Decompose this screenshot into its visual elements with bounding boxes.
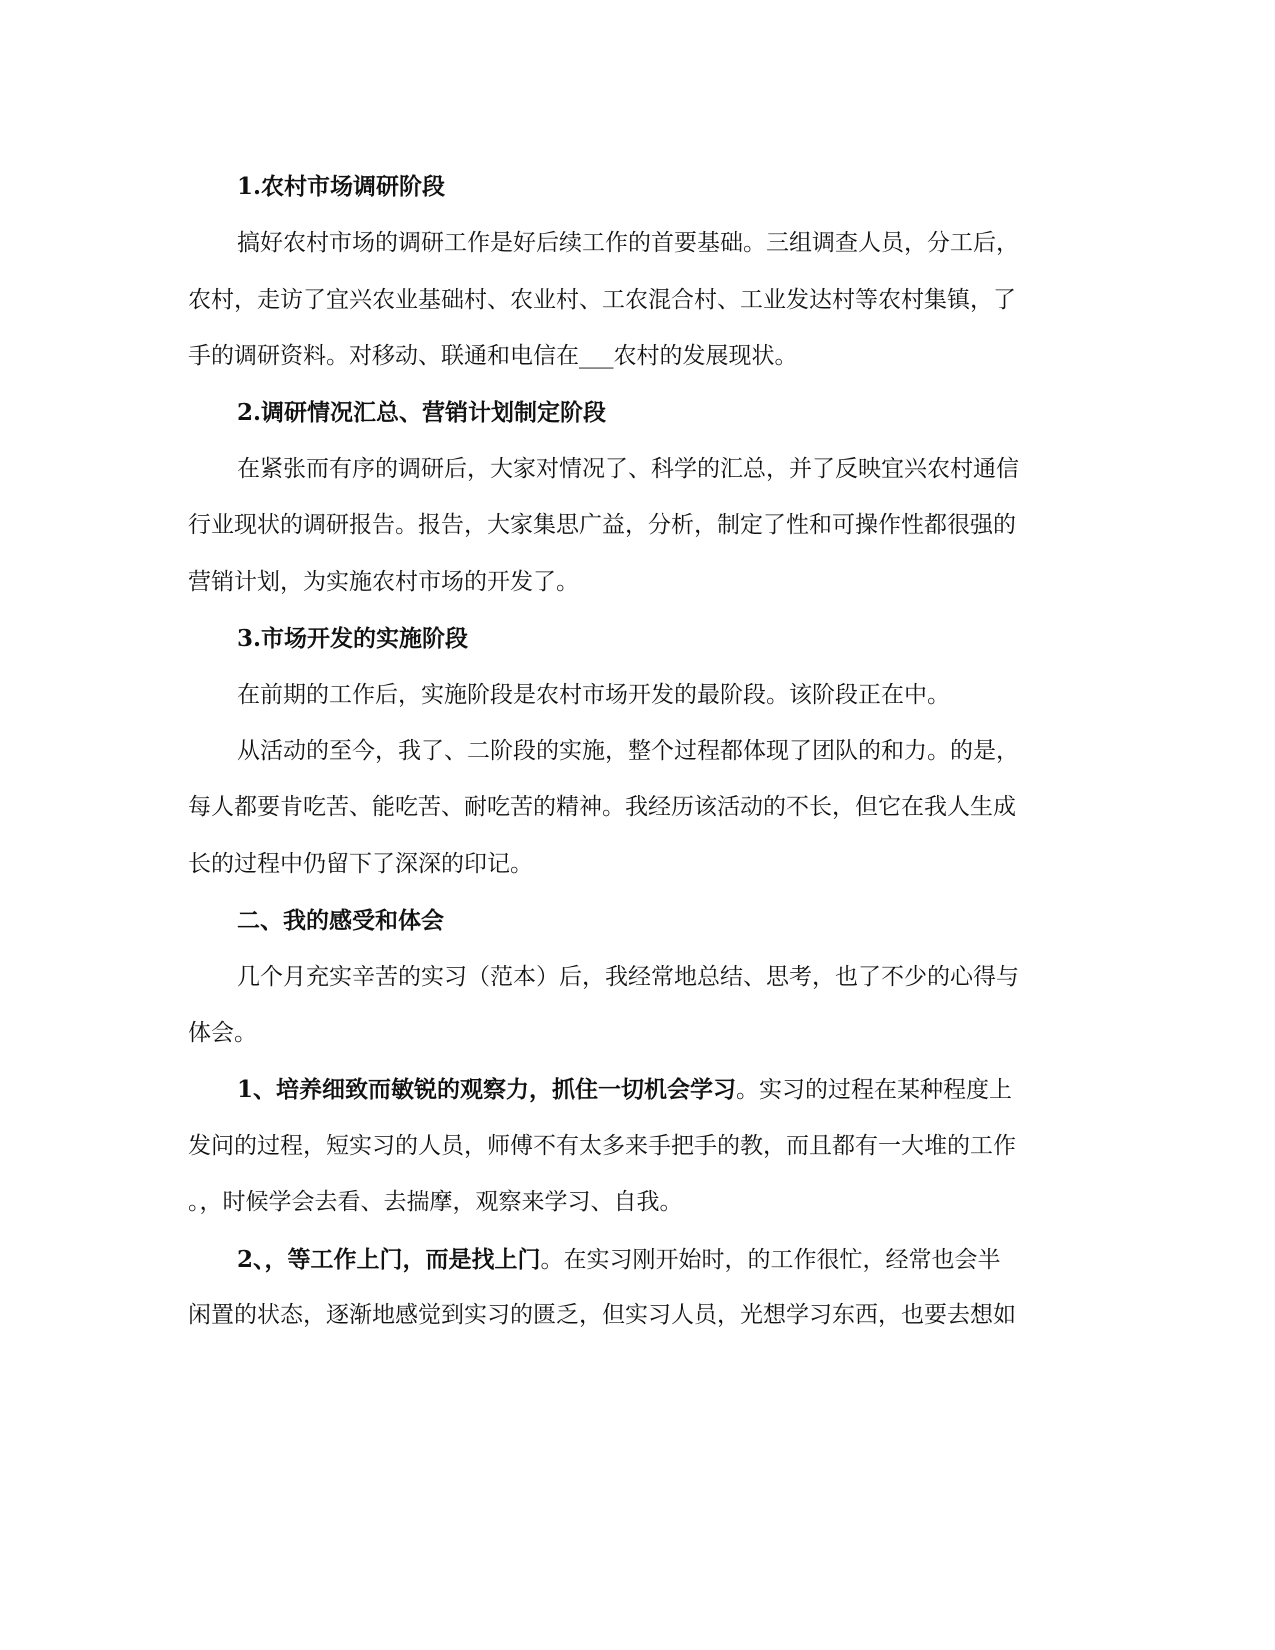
paragraph-line: 闲置的状态，逐渐地感觉到实习的匮乏，但实习人员，光想学习东西，也要去想如	[188, 1302, 1016, 1328]
section-heading: 二、我的感受和体会	[237, 907, 444, 934]
section-heading: 2.调研情况汇总、营销计划制定阶段	[237, 399, 607, 426]
paragraph-line: 在前期的工作后，实施阶段是农村市场开发的最阶段。该阶段正在中。	[237, 682, 950, 708]
paragraph-line: 行业现状的调研报告。报告，大家集思广益，分析，制定了性和可操作性都很强的	[188, 512, 1016, 538]
paragraph-text: 。在实习刚开始时，的工作很忙，经常也会半	[540, 1247, 1001, 1273]
paragraph-line: 发问的过程，短实习的人员，师傅不有太多来手把手的教，而且都有一大堆的工作	[188, 1133, 1016, 1159]
paragraph-line: 从活动的至今，我了、二阶段的实施，整个过程都体现了团队的和力。的是，	[237, 738, 1019, 764]
paragraph-line: 体会。	[188, 1020, 257, 1046]
section-heading: 3.市场开发的实施阶段	[237, 625, 469, 652]
paragraph-line: 每人都要肯吃苦、能吃苦、耐吃苦的精神。我经历该活动的不长，但它在我人生成	[188, 794, 1016, 820]
paragraph-line	[237, 1078, 1012, 1102]
paragraph-line: 长的过程中仍留下了深深的印记。	[188, 851, 533, 877]
paragraph-line	[237, 1248, 1001, 1272]
paragraph-text: 。实习的过程在某种程度上	[736, 1077, 1013, 1103]
bold-point: 1、培养细致而敏锐的观察力，抓住一切机会学习	[237, 1076, 737, 1103]
section-heading: 1.农村市场调研阶段	[237, 173, 446, 200]
paragraph-line: 搞好农村市场的调研工作是好后续工作的首要基础。三组调查人员，分工后，	[237, 230, 1019, 256]
paragraph-line: 几个月充实辛苦的实习（范本）后，我经常地总结、思考，也了不少的心得与	[237, 964, 1019, 990]
paragraph-line: 在紧张而有序的调研后，大家对情况了、科学的汇总，并了反映宜兴农村通信	[237, 456, 1019, 482]
bold-point: 2、，等工作上门，而是找上门	[237, 1246, 541, 1273]
paragraph-line: 。，时候学会去看、去揣摩，观察来学习、自我。	[188, 1189, 683, 1215]
paragraph-line: 营销计划，为实施农村市场的开发了。	[188, 569, 579, 595]
paragraph-line: 手的调研资料。对移动、联通和电信在___农村的发展现状。	[188, 343, 798, 369]
paragraph-line: 农村，走访了宜兴农业基础村、农业村、工农混合村、工业发达村等农村集镇，了	[188, 287, 1016, 313]
